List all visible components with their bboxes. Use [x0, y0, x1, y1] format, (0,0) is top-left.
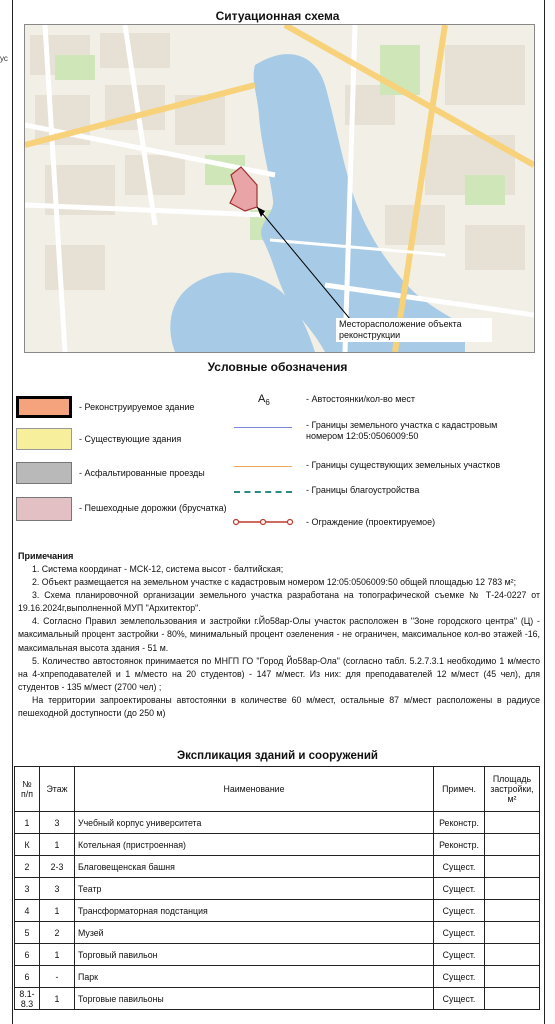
- cell-name: Торговые павильоны: [75, 988, 434, 1010]
- legend-line-existing-plots: [234, 466, 292, 467]
- cell-name: Трансформаторная подстанция: [75, 900, 434, 922]
- legend-line-landscaping: [234, 491, 292, 493]
- table-row: [15, 856, 540, 878]
- table-row: [15, 988, 540, 1010]
- legend-title: Условные обозначения: [207, 360, 348, 374]
- cell-note: Сущест.: [434, 966, 485, 988]
- legend-swatch-asphalt: [16, 462, 72, 484]
- note-3: 3. Схема планировочной организации земельного участка разработана на топографической съемке № Т-24-0227 от 19.16.2024г,выполненной МУП "Архитектор".: [18, 590, 540, 614]
- table-row: [15, 922, 540, 944]
- cell-note: Сущест.: [434, 900, 485, 922]
- cell-area: [485, 856, 540, 878]
- cell-name: Торговый павильон: [75, 944, 434, 966]
- legend-label-cadastral: - Границы земельного участка с кадастровым номером 12:05:0506009:50: [306, 420, 498, 441]
- cell-floors: 1: [40, 834, 75, 856]
- cell-floors: 2-3: [40, 856, 75, 878]
- cell-note: Сущест.: [434, 922, 485, 944]
- map-callout: Месторасположение объекта реконструкции: [336, 318, 492, 342]
- cell-area: [485, 878, 540, 900]
- cell-area: [485, 900, 540, 922]
- header-floors: Этаж: [40, 767, 75, 812]
- legend-label-fence: - Ограждение (проектируемое): [306, 517, 436, 527]
- legend-label-paths: - Пешеходные дорожки (брусчатка): [79, 503, 227, 513]
- cell-name: Театр: [75, 878, 434, 900]
- edge-text: ус: [0, 54, 8, 63]
- cell-name: Благовещенская башня: [75, 856, 434, 878]
- map-title: Ситуационная схема: [215, 9, 340, 23]
- table-row: [15, 944, 540, 966]
- cell-area: [485, 988, 540, 1010]
- table-header-row: [15, 767, 540, 812]
- header-area: Площадь застройки, м²: [485, 767, 540, 812]
- table-row: [15, 878, 540, 900]
- cell-floors: 2: [40, 922, 75, 944]
- header-name: Наименование: [75, 767, 434, 812]
- cell-area: [485, 966, 540, 988]
- cell-floors: 1: [40, 900, 75, 922]
- cell-num: 6: [15, 966, 40, 988]
- cell-name: Парк: [75, 966, 434, 988]
- parking-symbol-letter: А: [258, 393, 266, 405]
- explication-title: Экспликация зданий и сооружений: [177, 750, 378, 762]
- cell-note: Сущест.: [434, 878, 485, 900]
- cell-num: 5: [15, 922, 40, 944]
- situational-map: [24, 24, 535, 353]
- cell-num: 1: [15, 812, 40, 834]
- header-note: Примеч.: [434, 767, 485, 812]
- legend-label-existing-plots: - Границы существующих земельных участков: [306, 460, 501, 470]
- cell-note: Сущест.: [434, 988, 485, 1010]
- cell-num: 8.1-8.3: [15, 988, 40, 1010]
- legend-swatch-paths: [16, 497, 72, 521]
- legend-label-parking: - Автостоянки/кол-во мест: [306, 394, 416, 404]
- legend-swatch-reconstructed: [16, 396, 72, 418]
- explication-table: [14, 766, 540, 1010]
- table-row: [15, 812, 540, 834]
- cell-num: 6: [15, 944, 40, 966]
- cell-floors: 1: [40, 988, 75, 1010]
- cell-num: 3: [15, 878, 40, 900]
- legend-label-reconstructed: - Реконструируемое здание: [79, 402, 195, 412]
- note-6: На территории запроектированы автостоянки в количестве 60 м/мест, остальные 87 м/мест расположены в радиусе пешеходной доступности (до 250 м): [18, 694, 540, 719]
- cell-floors: 3: [40, 812, 75, 834]
- cell-note: Реконстр.: [434, 812, 485, 834]
- legend-label-asphalt: - Асфальтированные проезды: [79, 468, 205, 478]
- cell-area: [485, 834, 540, 856]
- explication-body: [15, 812, 540, 1010]
- header-num: № п/п: [15, 767, 40, 812]
- note-2: 2. Объект размещается на земельном участке с кадастровым номером 12:05:0506009:50 общей площадью 12 783 м²;: [32, 577, 517, 588]
- cell-area: [485, 944, 540, 966]
- cell-num: 2: [15, 856, 40, 878]
- cell-area: [485, 922, 540, 944]
- cell-note: Реконстр.: [434, 834, 485, 856]
- note-5: 5. Количество автостоянок принимается по МНГП ГО "Город Йо58ар-Ола" (согласно табл. 5.2.7.3.1 необходимо 1 м/место на 4-хпреподавателей и 1 м/место на 20 студентов) - 147 м/мест. Из них: для преподавателей 12 м/мест (45 чел), для студентов - 135 м/мест (2700 чел) ;: [18, 655, 540, 692]
- cell-floors: -: [40, 966, 75, 988]
- cell-name: Музей: [75, 922, 434, 944]
- legend-line-cadastral: [234, 427, 292, 428]
- notes-title: Примечания: [18, 551, 74, 561]
- notes-body: [18, 563, 540, 720]
- cell-area: [485, 812, 540, 834]
- cell-num: 4: [15, 900, 40, 922]
- legend-label-existing: - Существующие здания: [79, 434, 182, 444]
- legend-label-landscaping: - Границы благоустройства: [306, 485, 420, 495]
- legend-line-fence: [232, 516, 294, 528]
- cell-note: Сущест.: [434, 944, 485, 966]
- note-4: 4. Согласно Правил землепользования и застройки г.Йо58ар-Олы участок расположен в "Зоне городского центра" (Ц) - максимальный процент застройки - 80%, минимальный процент озеленения - не ограничен, максимальное кол-во этажей -16, максимальная высота здания - 51 м.: [18, 616, 540, 653]
- cell-name: Котельная (пристроенная): [75, 834, 434, 856]
- legend-parking-symbol: [258, 394, 270, 408]
- cell-floors: 1: [40, 944, 75, 966]
- legend-swatch-existing: [16, 428, 72, 450]
- cell-name: Учебный корпус университета: [75, 812, 434, 834]
- table-row: [15, 966, 540, 988]
- parking-symbol-index: 6: [265, 398, 270, 408]
- note-1: 1. Система координат - МСК-12, система высот - балтийская;: [32, 564, 284, 574]
- cell-floors: 3: [40, 878, 75, 900]
- table-row: [15, 900, 540, 922]
- cell-note: Сущест.: [434, 856, 485, 878]
- cell-num: К: [15, 834, 40, 856]
- table-row: [15, 834, 540, 856]
